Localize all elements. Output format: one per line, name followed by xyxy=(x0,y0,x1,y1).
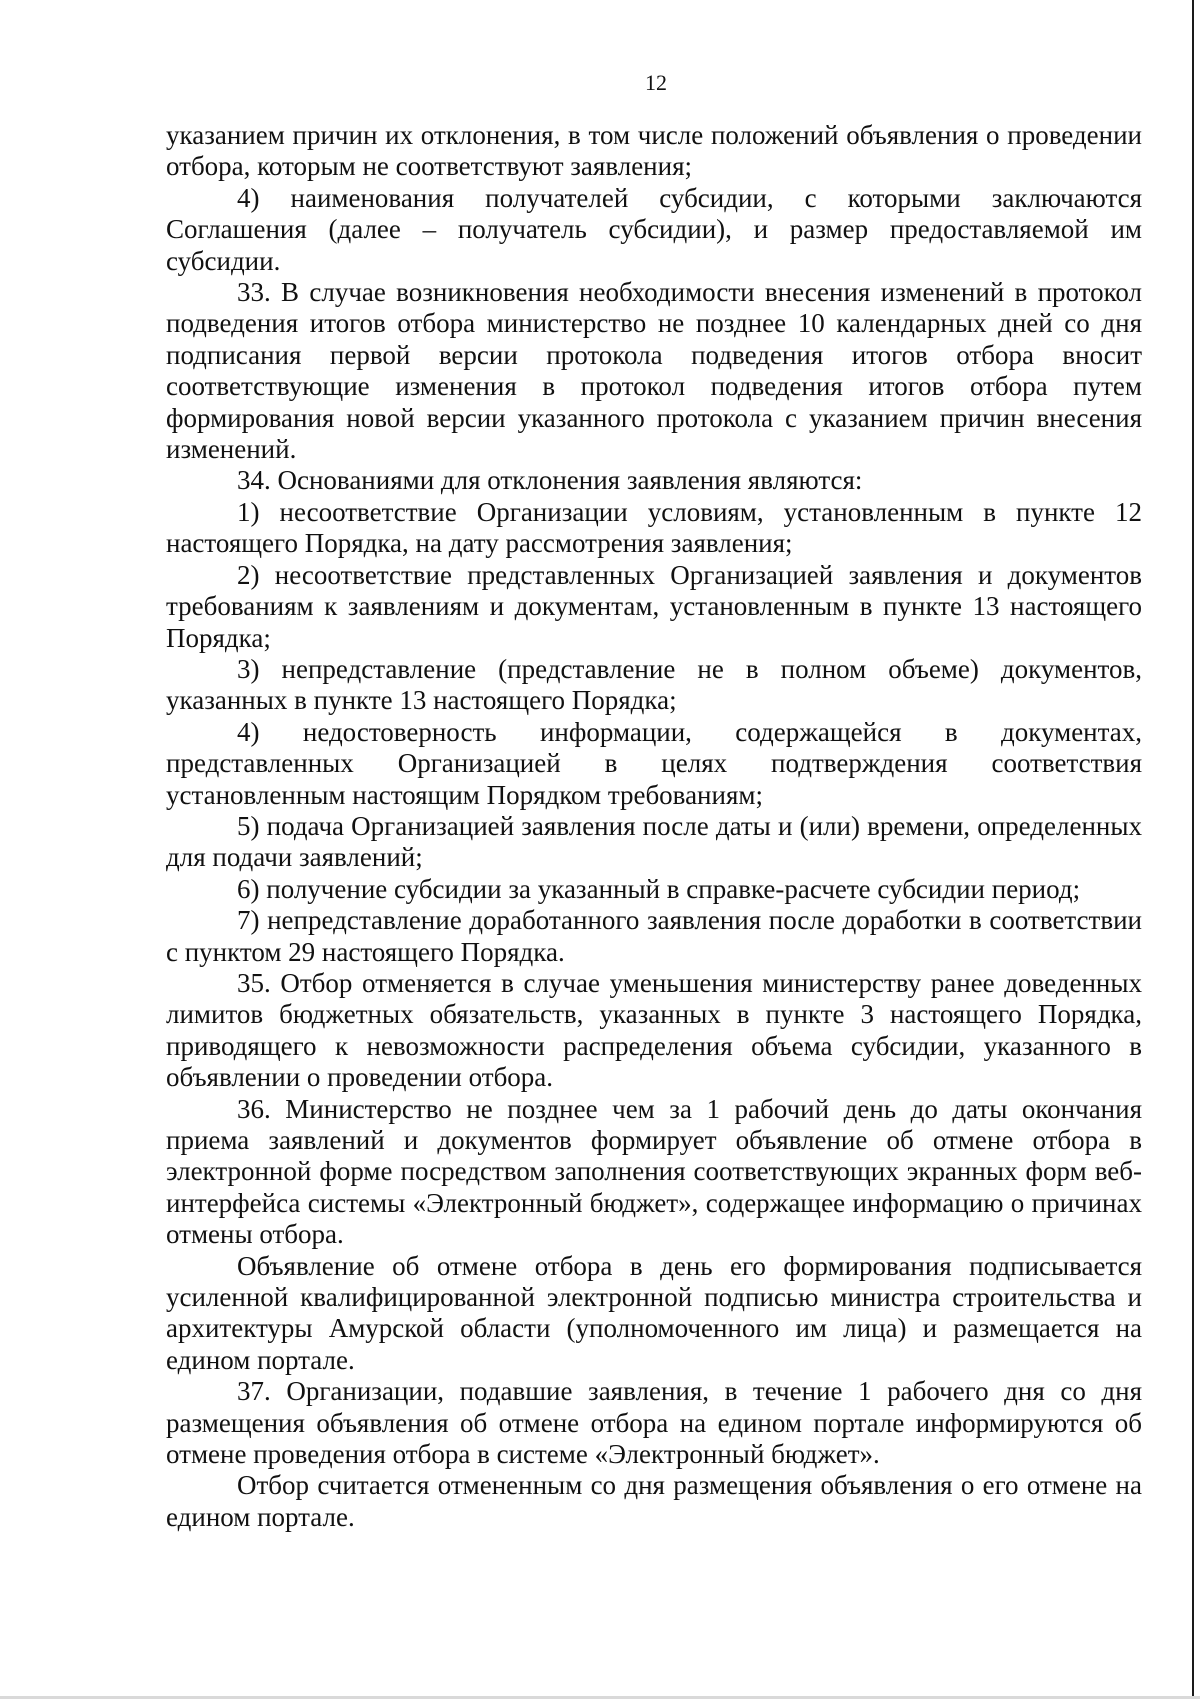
paragraph: Отбор считается отмененным со дня размещения объявления о его отмене на едином портале. xyxy=(166,1470,1142,1532)
paragraph: 6) получение субсидии за указанный в справке-расчете субсидии период; xyxy=(237,873,1081,904)
paragraph: 4) наименования получателей субсидии, с которыми заключаются Соглашения (далее – получатель субсидии), и размер предоставляемой им субсидии. xyxy=(166,182,1142,276)
document-body xyxy=(166,120,1142,1533)
page-number: 12 xyxy=(645,70,667,95)
paragraph: 35. Отбор отменяется в случае уменьшения министерству ранее доведенных лимитов бюджетных обязательств, указанных в пункте 3 настоящего Порядка, приводящего к невозможности распределения объема субсидии, указанного в объявлении о проведении отбора. xyxy=(166,967,1142,1093)
scan-border-right xyxy=(1192,0,1194,1699)
paragraph: 36. Министерство не позднее чем за 1 рабочий день до даты окончания приема заявлений и документов формирует объявление об отмене отбора в электронной форме посредством заполнения соответствующих экранных форм веб-интерфейса системы «Электронный бюджет», содержащее информацию о причинах отмены отбора. xyxy=(166,1093,1142,1250)
paragraph: 33. В случае возникновения необходимости внесения изменений в протокол подведения итогов отбора министерство не позднее 10 календарных дней со дня подписания первой версии протокола подведения итогов отбора вносит соответствующие изменения в протокол подведения итогов отбора путем формирования новой версии указанного протокола с указанием причин внесения изменений. xyxy=(166,277,1142,465)
paragraph: 1) несоответствие Организации условиям, установленным в пункте 12 настоящего Порядка, на дату рассмотрения заявления; xyxy=(166,496,1142,559)
paragraph: 5) подача Организацией заявления после даты и (или) времени, определенных для подачи заявлений; xyxy=(166,810,1142,873)
paragraph: 37. Организации, подавшие заявления, в течение 1 рабочего дня со дня размещения объявления об отмене отбора на едином портале информируются об отмене проведения отбора в системе «Электронный бюджет». xyxy=(166,1376,1142,1470)
paragraph: 7) непредставление доработанного заявления после доработки в соответствии с пунктом 29 настоящего Порядка. xyxy=(166,905,1142,967)
paragraph: 4) недостоверность информации, содержащейся в документах, представленных Организацией в целях подтверждения соответствия установленным настоящим Порядком требованиям; xyxy=(166,716,1142,810)
paragraph: указанием причин их отклонения, в том числе положений объявления о проведении отбора, которым не соответствуют заявления; xyxy=(166,120,1142,182)
paragraph: Объявление об отмене отбора в день его формирования подписывается усиленной квалифицированной электронной подписью министра строительства и архитектуры Амурской области (уполномоченного им лица) и размещается на едином портале. xyxy=(166,1250,1142,1375)
paragraph: 2) несоответствие представленных Организацией заявления и документов требованиям к заявлениям и документам, установленным в пункте 13 настоящего Порядка; xyxy=(166,559,1142,653)
paragraph: 3) непредставление (представление не в полном объеме) документов, указанных в пункте 13 настоящего Порядка; xyxy=(166,653,1142,716)
paragraph: 34. Основаниями для отклонения заявления являются: xyxy=(237,465,863,496)
